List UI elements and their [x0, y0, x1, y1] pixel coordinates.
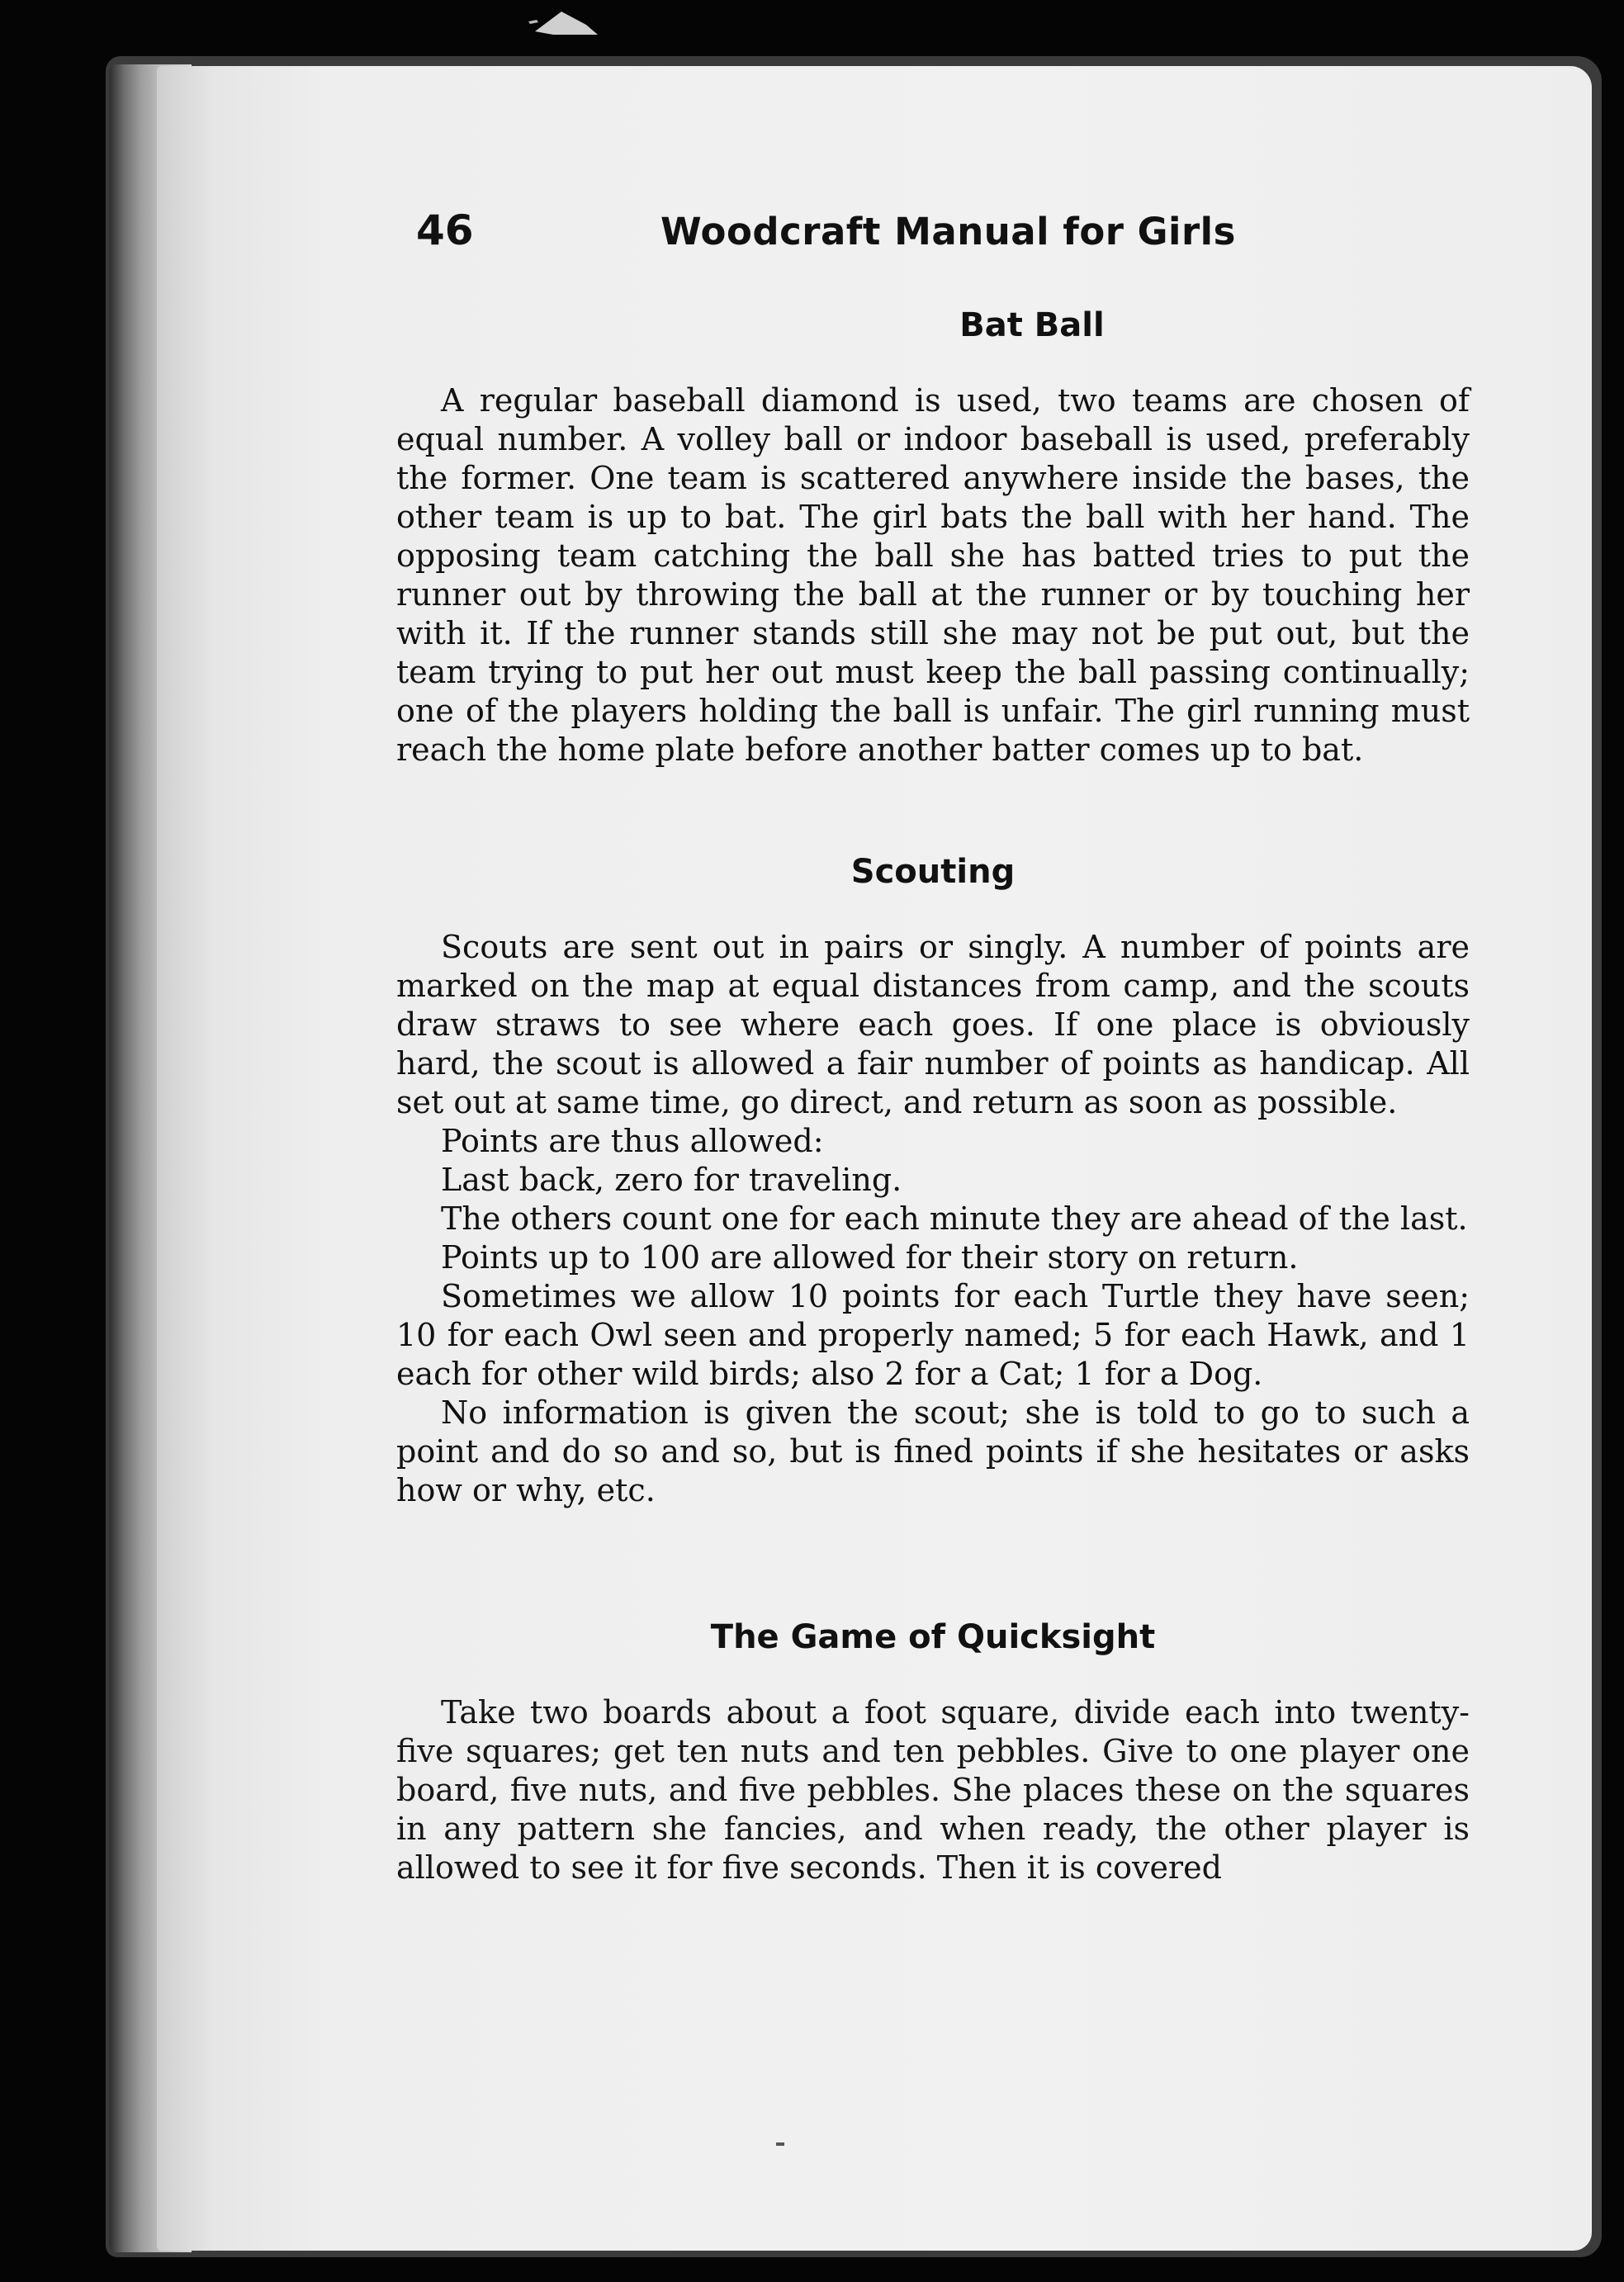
section-heading: Bat Ball — [959, 306, 1105, 344]
paragraph: Last back, zero for traveling. — [441, 1162, 902, 1198]
running-title: Woodcraft Manual for Girls — [660, 210, 1236, 253]
section-heading: The Game of Quicksight — [710, 1618, 1156, 1656]
section-bat-ball — [396, 305, 1470, 769]
paragraph: A regular baseball diamond is used, two teams are chosen of equal number. A volley ball or indoor baseball is used, preferably the former. One team is scattered anywhere inside the bases, the other team is up to bat. The girl bats the ball with her hand. The opposing team catching the ball she has batted tries to put the runner out by throwing the ball at the runner or by touching her with it. If the runner stands still she may not be put out, but the team trying to put her out must keep the ball passing continually; one of the players holding the ball is unfair. The girl running must reach the home plate before another batter comes up to bat. — [396, 382, 1470, 768]
paragraph: Sometimes we allow 10 points for each Turtle they have seen; 10 for each Owl seen and properly named; 5 for each Hawk, and 1 each for other wild birds; also 2 for a Cat; 1 for a Dog. — [396, 1278, 1470, 1392]
page-mark — [776, 2142, 784, 2146]
paragraph: No information is given the scout; she is told to go to such a point and do so and so, but is fined points if she hesitates or asks how or why, etc. — [396, 1394, 1470, 1508]
running-head — [396, 206, 1470, 272]
paragraph: Points are thus allowed: — [441, 1123, 824, 1159]
scan-speck-icon — [528, 7, 601, 40]
page-content — [396, 206, 1470, 1887]
page-number: 46 — [416, 206, 474, 254]
paragraph: The others count one for each minute they are ahead of the last. — [441, 1200, 1468, 1237]
paragraph: Take two boards about a foot square, divide each into twenty-five squares; get ten nuts and ten pebbles. Give to one player one board, five nuts, and five pebbles. She places these on the squares in any pattern she fancies, and when ready, the other player is allowed to see it for five seconds. Then it is covered — [396, 1694, 1470, 1886]
section-heading: Scouting — [850, 853, 1016, 891]
section-scouting — [396, 852, 1470, 1510]
paragraph: Scouts are sent out in pairs or singly. A number of points are marked on the map at equal distances from camp, and the scouts draw straws to see where each goes. If one place is obviously hard, the scout is allowed a fair number of points as handicap. All set out at same time, go direct, and return as soon as possible. — [396, 929, 1470, 1120]
section-quicksight — [396, 1617, 1470, 1887]
paragraph: Points up to 100 are allowed for their story on return. — [441, 1239, 1299, 1276]
